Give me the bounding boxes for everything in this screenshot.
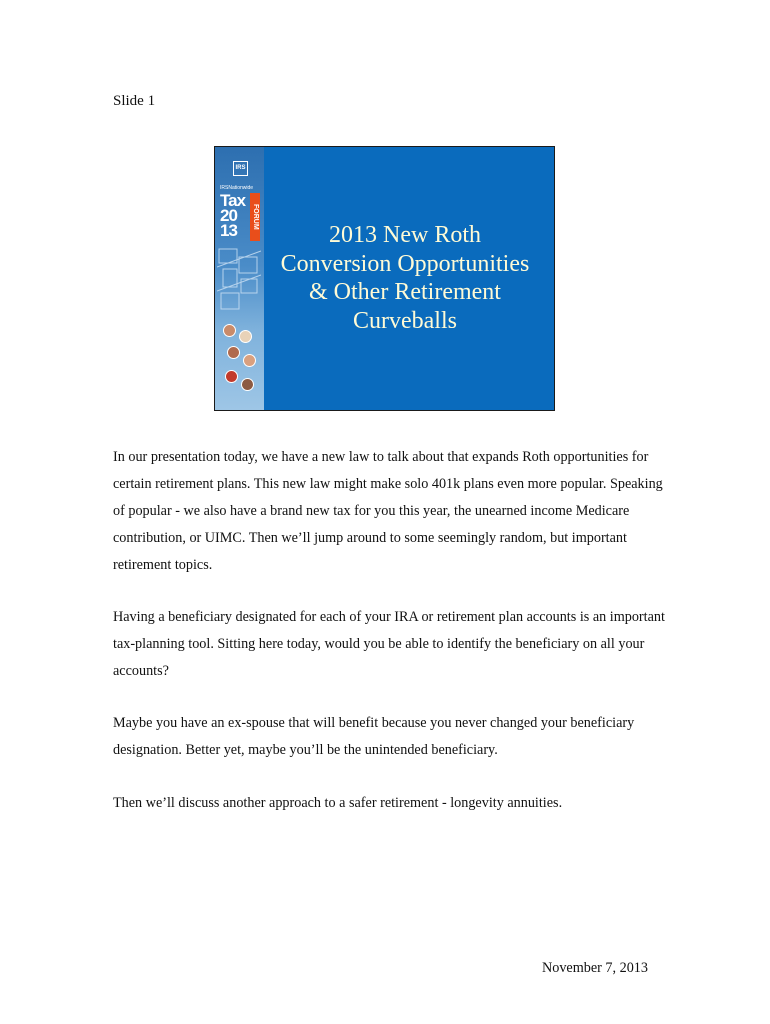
paragraph-beneficiary [113,604,673,685]
paragraph-intro [113,444,673,579]
tax-forum-logo [220,193,245,238]
tax-logo-line1: Tax [220,191,246,210]
slide-sidebar [215,147,264,410]
person-photo-3 [227,346,240,359]
person-photo-1 [223,324,236,337]
forum-logo: FORUM [250,193,260,241]
slide-title: 2013 New Roth Conversion Opportunities & Other Retirement Curveballs [280,222,530,334]
tax-logo-line2: 20 [220,206,237,225]
footer-date: November 7, 2013 [542,960,648,976]
irs-nationwide-brand: IRSNationwide [220,185,254,191]
person-photo-5 [225,370,238,383]
tax-logo-line3: 13 [220,221,237,240]
person-photo-6 [241,378,254,391]
person-photo-4 [243,354,256,367]
paragraph-annuities [113,790,673,817]
people-photo-collage [221,322,259,407]
paragraph-text: Maybe you have an ex-spouse that will benefit because you never changed your beneficiary designation. Better yet, maybe you’ll be the unintended beneficiary. [113,715,635,758]
paragraph-text: In our presentation today, we have a new law to talk about that expands Roth opportunities for certain retirement plans. This new law might make solo 401k plans even more popular. Speaking of popular - we also have a brand new tax for you this year, the unearned income Medicare contribution, or UIMC. Then we’ll jump around to some seemingly random, but important retirement topics. [113,449,663,573]
irs-seal-logo: IRS [233,161,248,176]
paragraph-ex-spouse [113,710,673,764]
paragraph-text: Then we’ll discuss another approach to a safer retirement - longevity annuities. [113,795,563,811]
slide-label: Slide 1 [113,93,156,109]
paragraph-text: Having a beneficiary designated for each of your IRA or retirement plan accounts is an important tax-planning tool. Sitting here today, would you be able to identify the beneficiary on all your accounts? [113,609,665,679]
decorative-grid-graphic [217,247,261,317]
slide-thumbnail [214,146,555,411]
person-photo-2 [239,330,252,343]
